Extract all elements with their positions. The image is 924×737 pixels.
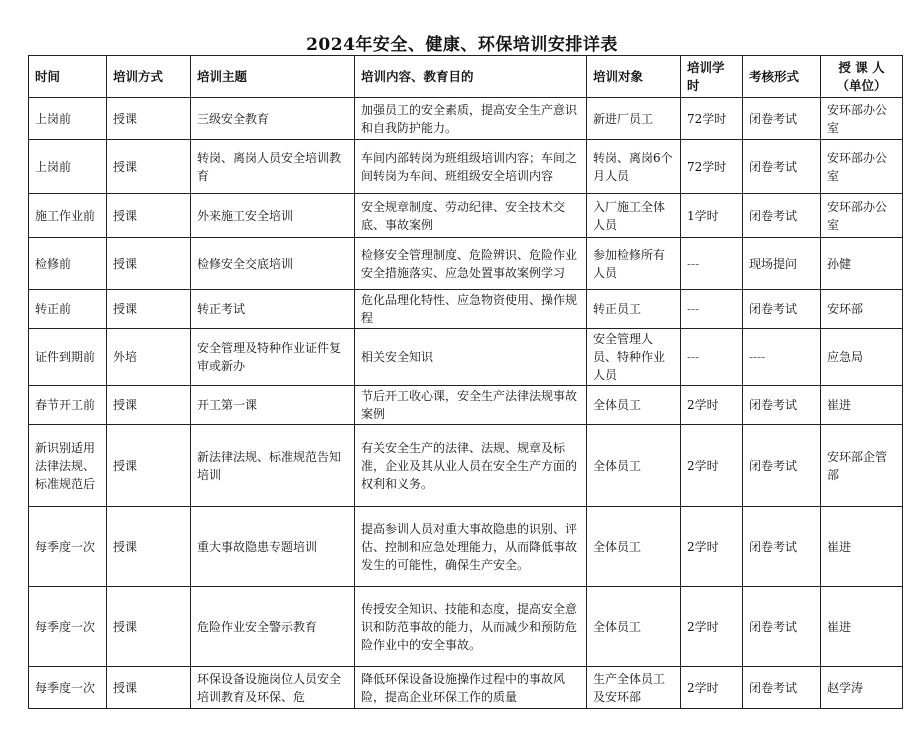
table-row [29,587,903,667]
cell-trainer: 崔进 [821,587,903,667]
cell-exam: 闭卷考试 [743,290,821,329]
cell-trainer: 安环部 [821,290,903,329]
cell-content: 节后开工收心课，安全生产法律法规事故案例 [355,386,587,425]
cell-exam: 闭卷考试 [743,587,821,667]
cell-time: 新识别适用法律法规、标准规范后 [29,425,107,507]
table-row [29,425,903,507]
cell-audience: 生产全体员工及安环部 [587,667,681,709]
cell-exam: 闭卷考试 [743,140,821,194]
header-time: 时间 [29,56,107,98]
cell-audience: 入厂施工全体人员 [587,194,681,238]
cell-audience: 参加检修所有人员 [587,238,681,290]
cell-topic: 新法律法规、标准规范告知培训 [191,425,355,507]
header-content: 培训内容、教育目的 [355,56,587,98]
cell-audience: 新进厂员工 [587,98,681,140]
cell-topic: 环保设备设施岗位人员安全培训教育及环保、危 [191,667,355,709]
cell-trainer: 安环部办公室 [821,194,903,238]
cell-topic: 转正考试 [191,290,355,329]
cell-method: 授课 [107,290,191,329]
cell-time: 转正前 [29,290,107,329]
cell-exam: 闭卷考试 [743,667,821,709]
cell-trainer: 安环部办公室 [821,140,903,194]
cell-content: 相关安全知识 [355,329,587,386]
page-title: 2024年安全、健康、环保培训安排详表 [306,35,618,55]
cell-method: 授课 [107,667,191,709]
training-schedule-table [28,55,903,709]
cell-hours: 72学时 [681,140,743,194]
cell-hours: 1学时 [681,194,743,238]
header-topic: 培训主题 [191,56,355,98]
cell-topic: 检修安全交底培训 [191,238,355,290]
cell-content: 有关安全生产的法律、法规、规章及标准，企业及其从业人员在安全生产方面的权利和义务。 [355,425,587,507]
cell-content: 降低环保设备设施操作过程中的事故风险，提高企业环保工作的质量 [355,667,587,709]
cell-audience: 全体员工 [587,425,681,507]
cell-content: 安全规章制度、劳动纪律、安全技术交底、事故案例 [355,194,587,238]
cell-exam: 闭卷考试 [743,98,821,140]
header-trainer [821,56,903,98]
header-trainer-line2: （单位） [836,77,887,93]
table-row [29,238,903,290]
header-hours-line2: 时 [687,77,700,93]
cell-content: 传授安全知识、技能和态度，提高安全意识和防范事故的能力，从而减少和预防危险作业中的安全事故。 [355,587,587,667]
header-audience: 培训对象 [587,56,681,98]
header-row [29,56,903,98]
cell-hours: --- [681,238,743,290]
cell-method: 授课 [107,386,191,425]
header-trainer-line1: 授 课 人 [838,59,885,75]
cell-content: 加强员工的安全素质，提高安全生产意识和自我防护能力。 [355,98,587,140]
cell-exam: 闭卷考试 [743,194,821,238]
cell-hours: --- [681,290,743,329]
table-row [29,140,903,194]
cell-exam: 闭卷考试 [743,507,821,587]
cell-audience: 安全管理人员、特种作业人员 [587,329,681,386]
cell-exam: ---- [743,329,821,386]
cell-content: 车间内部转岗为班组级培训内容；车间之间转岗为车间、班组级安全培训内容 [355,140,587,194]
cell-hours: 2学时 [681,507,743,587]
cell-trainer: 崔进 [821,386,903,425]
header-hours [681,56,743,98]
cell-method: 授课 [107,425,191,507]
cell-exam: 现场提问 [743,238,821,290]
cell-exam: 闭卷考试 [743,425,821,507]
cell-time: 施工作业前 [29,194,107,238]
cell-trainer: 安环部办公室 [821,98,903,140]
cell-method: 授课 [107,194,191,238]
cell-trainer: 安环部企管部 [821,425,903,507]
table-row [29,667,903,709]
table-row [29,386,903,425]
cell-audience: 全体员工 [587,587,681,667]
table-row [29,329,903,386]
cell-method: 授课 [107,507,191,587]
cell-content: 检修安全管理制度、危险辨识、危险作业安全措施落实、应急处置事故案例学习 [355,238,587,290]
cell-audience: 转岗、离岗6个月人员 [587,140,681,194]
cell-hours: 2学时 [681,386,743,425]
cell-hours: 2学时 [681,587,743,667]
cell-method: 授课 [107,587,191,667]
cell-method: 授课 [107,238,191,290]
cell-topic: 转岗、离岗人员安全培训教育 [191,140,355,194]
cell-topic: 三级安全教育 [191,98,355,140]
cell-hours: --- [681,329,743,386]
table-row [29,290,903,329]
cell-topic: 开工第一课 [191,386,355,425]
cell-topic: 重大事故隐患专题培训 [191,507,355,587]
cell-time: 证件到期前 [29,329,107,386]
cell-trainer: 应急局 [821,329,903,386]
cell-time: 每季度一次 [29,507,107,587]
cell-trainer: 赵学涛 [821,667,903,709]
cell-hours: 72学时 [681,98,743,140]
header-hours-line1: 培训学 [687,59,725,75]
cell-audience: 全体员工 [587,386,681,425]
cell-time: 每季度一次 [29,667,107,709]
cell-content: 危化品理化特性、应急物资使用、操作规程 [355,290,587,329]
cell-time: 上岗前 [29,98,107,140]
cell-audience: 转正员工 [587,290,681,329]
cell-topic: 外来施工安全培训 [191,194,355,238]
cell-time: 春节开工前 [29,386,107,425]
table-row [29,194,903,238]
table-row [29,507,903,587]
cell-hours: 2学时 [681,425,743,507]
cell-time: 检修前 [29,238,107,290]
table-row [29,98,903,140]
cell-topic: 安全管理及特种作业证件复审或新办 [191,329,355,386]
cell-time: 上岗前 [29,140,107,194]
cell-trainer: 崔进 [821,507,903,587]
cell-audience: 全体员工 [587,507,681,587]
cell-topic: 危险作业安全警示教育 [191,587,355,667]
cell-time: 每季度一次 [29,587,107,667]
cell-method: 授课 [107,140,191,194]
header-method: 培训方式 [107,56,191,98]
cell-exam: 闭卷考试 [743,386,821,425]
cell-method: 外培 [107,329,191,386]
cell-content: 提高参训人员对重大事故隐患的识别、评估、控制和应急处理能力，从而降低事故发生的可能性，确保生产安全。 [355,507,587,587]
cell-hours: 2学时 [681,667,743,709]
cell-method: 授课 [107,98,191,140]
header-exam: 考核形式 [743,56,821,98]
cell-trainer: 孙健 [821,238,903,290]
